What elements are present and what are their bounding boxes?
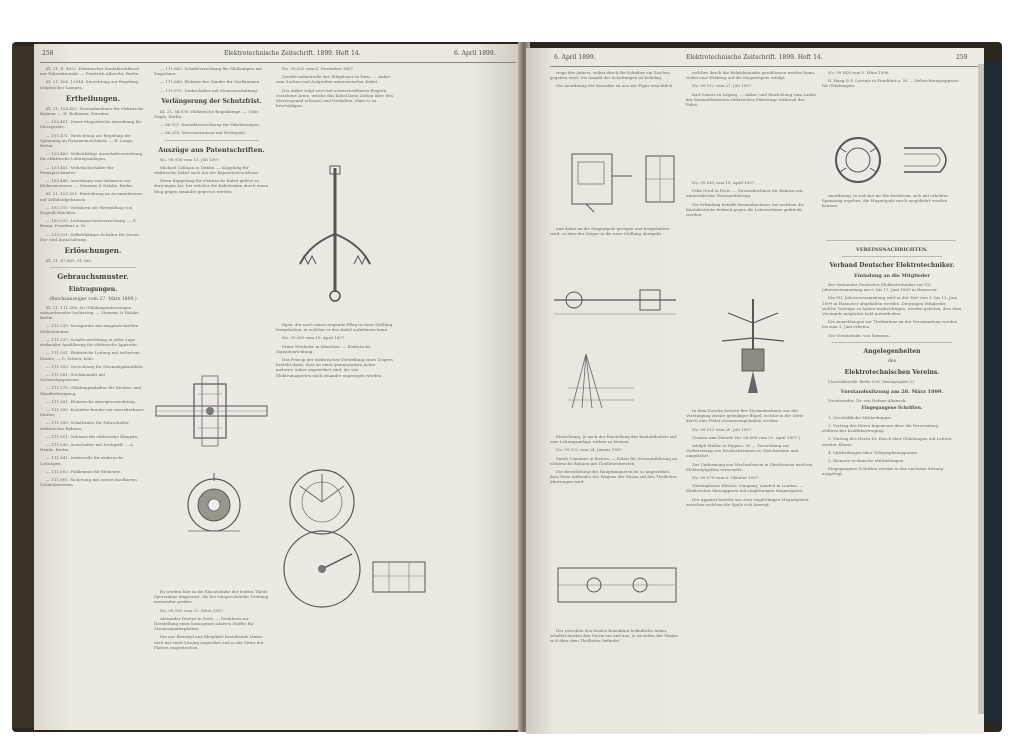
right-column-1: ringe des Ankers, wobei durch die Schieber ein Zeichen gegeben wird. Die Anzahl der Schaltungen ist beliebig. Die Anordnung der Kontakte ist aus der Figur ersichtlich. <box>550 70 674 89</box>
right-page <box>526 48 984 734</box>
left-page-number: 258 <box>42 50 54 57</box>
figure-rail-relay <box>554 558 680 618</box>
left-column-1: Kl. 21. E. 4922. Elektrischer Kontaktschlüssel mit Walzenkontakt. — Friedrich Albrecht, Berlin. Kl. 21. Sch. 12044. Einrichtung zur Regelung elektrischer Lampen. Ertheilungen. Kl. 21. 103.452. Stromabnehmer für elektrische Bahnen. — H. Rollmann, Dresden. — 103.461. Dauer-Magnetische Anordnung für Messgeräte. — 103.471. Vorrichtung zur Regelung der Spannung an Dynamomaschinen. — R. Lange, Berlin. — 103.480. Selbstthätige Ausschaltvorrichtung für elektrische Leitungsanlagen. — 103.481. Mehrfachschalter für Fernsprechämter. — 103.488. Anordnung zum Anlassen von Elektromotoren. — Siemens & Halske, Berlin. Kl. 21. 103.501. Einrichtung an Accumulatoren mit Zelluloidgehäusen. — 103.510. Verfahren zur Herstellung von Bogenlichtkohlen. — 103.520. Leitungsschutzvorrichtung. — E. Braun, Frankfurt a. M. — 103.531. Selbstthätiger Schalter für Strom-Ein- und Ausschaltung. Erlöschungen. Kl. 21. 87.861. 91.960. Gebrauchsmuster. Eintragungen. (Reichsanzeiger vom 27. März 1899.) Kl. 21. 111.506. Zu Glühlampenfassungen anzuordnender Isolierring. — Siemens & Halske, Berlin. — 111.535. Messgeräte mit ausgewechselten Widerständen. — 111.537. Schaltvorrichtung in jeder Lage wirkender Ausführung für elektrische Apparate. — 111.551. Elektrische Leitung mit isoliertem Drahte. — C. Scheer, Köln. — 111.552. Vorrichtung für Stromabgabezähler. — 111.561. Steckkontakt mit Sicherungspatrone. — 111.578. Glühlampenhalter für Decken- und Wandbefestigung. — 111.581. Elektrische Anzeigevorrichtung. — 111.590. Kontaktschraube mit unverlierbarer Mutter. — 111.598. Schaltwalze für Fahrschalter elektrischer Bahnen. — 111.611. Gehäuse für elektrische Klingeln. — 111.630. Ausschalter mit Drehgriff. — A. Hanke, Berlin. — 111.641. Isolierrolle für elektrische Leitungen. — 111.650. Polklemme für Elemente. — 111.661. Sicherung mit auswechselbarem Schmelzstreifen. <box>40 66 146 721</box>
right-column-2-mid: No. 99.043 vom 10. April 1897. Felix Nord in Paris. — Stromabnehmer für Bahnen mit unterirdischer Stromzuführung. Die Erfindung betrifft Stromabnehmer, bei welchen die Kontaktstücke federnd gegen die Leiterschiene gedrückt werden. <box>686 180 805 218</box>
heading-eingaenge: Eingegangene Schriften. <box>861 405 923 411</box>
right-running-date: 6. April 1899. <box>554 54 596 61</box>
figure-coil-ring <box>828 132 888 188</box>
eintragungen-subtitle: (Reichsanzeiger vom 27. März 1899.) <box>49 297 137 303</box>
figure-signal-dial <box>280 464 365 614</box>
right-column-1-mid: und dabei an die Magnetpole gezogen und festgehalten wird, so dass der Zeiger in die neue Stellung übergeht. <box>550 226 670 237</box>
heading-eintragungen: Eintragungen. <box>68 286 118 294</box>
left-page <box>34 44 522 730</box>
heading-angelegenheiten: Angelegenheiten <box>863 347 921 355</box>
left-column-2: — 111.662. Schaltvorrichtung für Glühlampen mit Zugschnur. — 111.668. Elektrischer Zünder für Gasflammen. — 111.670. Drehschalter mit Momentschaltung. Verlängerung der Schutzfrist. Kl. 21. 84.930. Elektrische Bogenlampe. — Gebr. Naglo, Berlin. — 86.101. Kontaktvorrichtung für Fahrleitungen. — 86.255. Messinstrument mit Drehspule. Auszüge aus Patentschriften. No. 98.936 vom 15. Juli 1897. Michael Callinan in Dublin. — Kupplung für elektrische Kabel nach Art der Bajonettverschlüsse. Diese Kuppelung für elektrische Kabel gehört zu derjenigen Art, bei welcher die Kabelenden durch einen Ring gegen einander gepresst werden. <box>154 66 269 194</box>
right-column-2-lower: In dem Zwecke besteht der Stromabnehmer aus der Vereinigung zweier gelenkiger Bügel, welche in der Mitte durch eine Feder zusammengehalten werden. No. 99.013 vom 20. Juli 1897. (Zusatz zum Patente No. 96.668 vom 29. April 1897.) Adolph Müller in Hagen i. W. — Vorrichtung zur Vorbereitung von Wechselströmen in Gleichströme und umgekehrt. Zur Umformung von Wechselstrom in Gleichstrom wird ein Elektrolytgefäss verwendet. No. 99.070 vom 6. Oktober 1897. Westinghouse Electric Company, Limited in London. — Elektrischer Messapparat mit ringförmigen Magnetpolen. Der Apparat besteht aus zwei ringförmigen Magnetpolen, zwischen welchen die Spule sich bewegt. <box>686 408 813 507</box>
divider-vereinsnachrichten <box>826 240 956 241</box>
figure-contact-detail <box>369 554 429 604</box>
heading-erteilungen: Ertheilungen. <box>65 93 121 103</box>
figure-ray-diagram <box>566 348 636 418</box>
right-column-2: welches durch die Relaiskontakte geschlossen werden kann, wobei eine Wirkung auf die Magnetspule erfolgt. No. 99.112 vom 27. Juli 1897. Karl Sauerz in Leipzig. — Anker, und Einrichtung zum Laden der Sammelbatterien elektrischer Fahrzeuge während der Fahrt. <box>686 70 816 108</box>
figure-grapnel-anchor <box>290 164 380 304</box>
right-column-3-note: Anordnung, in welcher im Wechselstrom, sich mit erhöhter Spannung ergeben, die Magnetpole rasch umgekehrt werden können. <box>822 193 949 209</box>
left-running-title: Elektrotechnische Zeitschrift. 1899. Heft 14. <box>224 50 361 57</box>
figure-lever-apparatus <box>550 280 680 320</box>
right-column-1-bottom: Der zwischen den beiden Kontakten befindliche Anker schaltet hierbei den Strom ein und aus, je nachdem der Wagen sich über dem Theilleiter befindet. <box>550 628 678 644</box>
heading-verband: Verband Deutscher Elektrotechniker. <box>829 262 955 269</box>
open-book <box>12 42 1002 732</box>
left-column-3-lower: tigen, der nach unten zeigende Pflug in einer Stellung festgehalten, in welcher er das Kabel aufnehmen kann. No. 99.089 vom 10. April 1897. Franz Neuhofer in München. — Elektrische Signaleinrichtung. Das Princip der elektrischen Verstellung eines Zeigers besteht darin, dass an einer gemeinsamen Achse mehrere Anker angeordnet sind, die von Elektromagneten nach einander angezogen werden. <box>276 322 393 378</box>
left-column-2-lower: Es werden hier in die Einsatzhülse der beiden Theile Sperrzähne eingesetzt, die bei entsprechender Drehung ineinander greifen. No. 99.165 vom 31. März 1897. Alexander Dorenz in Paris. — Verfahren zur Herstellung eines homogenen aktiven Stoffes für Stromsammlerplatten. Die aus Bleioxyd und Bleiglätte bestehende Masse wird mit einer Lösung angerührt und in die Gitter der Platten eingestrichen. <box>154 589 269 650</box>
right-column-3-association: VEREINSNACHRICHTEN. Verband Deutscher Elektrotechniker. Einladung an die Mitglieder des Verbandes Deutscher Elektrotechniker zur VII. Jahresversammlung am 9. bis 12. Juni 1899 in Hannover. Die VII. Jahresversammlung wird in der Zeit vom 9. bis 12. Juni 1899 in Hannover abgehalten werden. Diejenigen Mitglieder, welche Vorträge zu halten beabsichtigen, werden gebeten, dies dem Vorstande möglichst bald mitzutheilen. Die Anmeldungen zur Theilnahme an der Versammlung werden bis zum 1. Juni erbeten. Der Vorsitzende. von Siemens. Angelegenheiten des Elektrotechnischen Vereins. (Geschäftsstelle: Berlin N.W., Monbijouplatz 3.) Vorstandssitzung am 28. März 1899. Vorsitzender: Dr. von Hefner-Alteneck. Eingegangene Schriften. 1. Geschäftliche Mittheilungen. 2. Vortrag des Herrn Ingenieurs über die Verwendung elektrischer Kraftübertragung. 3. Vortrag des Herrn Dr. Rasch über Glühlampen mit Leitern zweiter Klasse. 4. Mittheilungen über Telegraphenapparate. 5. Kleinere technische Mittheilungen. Eingegangene Schriften werden in der nächsten Sitzung ausgelegt. <box>822 247 962 477</box>
heading-gebrauchsmuster: Gebrauchsmuster. <box>57 272 129 282</box>
figure-relay-front <box>642 152 678 212</box>
heading-verlaengerung: Verlängerung der Schutzfrist. <box>161 97 262 105</box>
figure-relay-side <box>566 146 636 216</box>
right-page-number: 259 <box>956 54 968 61</box>
heading-erloeschungen: Erlöschungen. <box>64 246 122 256</box>
right-column-3: No. 99.049 vom 5. März 1898. R. Haag & F. Lorentz in Frankfurt a. M. — Beleuchtungsapparat für Glühlampen. <box>822 70 959 89</box>
left-column-3: No. 99.032 vom 6. November 1897. Société industrielle des Téléphones in Paris. — Anker zum Suchen und Aufgreifen unterseeischer Kabel. Der Anker trägt zwei mit auswechselbaren Fingern versehene Arme, welche das Kabel beim Ziehen über den Meeresgrund erfassen und festhalten, ohne es zu beschädigen. <box>276 66 393 109</box>
heading-vereinsnachrichten: VEREINSNACHRICHTEN. <box>855 247 929 253</box>
cover-edge-right <box>984 62 1002 722</box>
right-column-1-lower: Einrichtung, je nach der Einstellung des Kontakthebels auf eine Leitungsanlage wirken zu können. No. 99.152 vom 24. Januar 1897. Sarah Cummins in Boston. — Relais für Stromzuführung an elektrische Bahnen mit Theilleiterbetrieb. Die Bewickelung des Hauptmagneten ist so angeordnet, dass beim Auflaufen des Wagens der Strom auf den Theilleiter übertragen wird. <box>550 434 678 485</box>
figure-coupling-section <box>174 469 254 541</box>
page-edges-right <box>978 64 984 714</box>
heading-auszuege: Auszüge aus Patentschriften. <box>158 145 265 154</box>
heading-elektrotechnischer-verein: Elektrotechnischen Vereins. <box>844 369 940 377</box>
heading-einladung: Einladung an die Mitglieder <box>854 273 930 279</box>
heading-vorstandssitzung: Vorstandssitzung am 28. März 1899. <box>840 388 944 395</box>
right-header-rule <box>550 66 978 67</box>
left-header-rule <box>40 62 516 63</box>
left-running-date: 6. April 1899. <box>454 50 496 57</box>
figure-horseshoe <box>896 140 956 180</box>
right-running-title: Elektrotechnische Zeitschrift. 1899. Heft 14. <box>686 54 823 61</box>
figure-current-collector <box>708 293 798 403</box>
figure-cable-coupling <box>154 364 269 459</box>
